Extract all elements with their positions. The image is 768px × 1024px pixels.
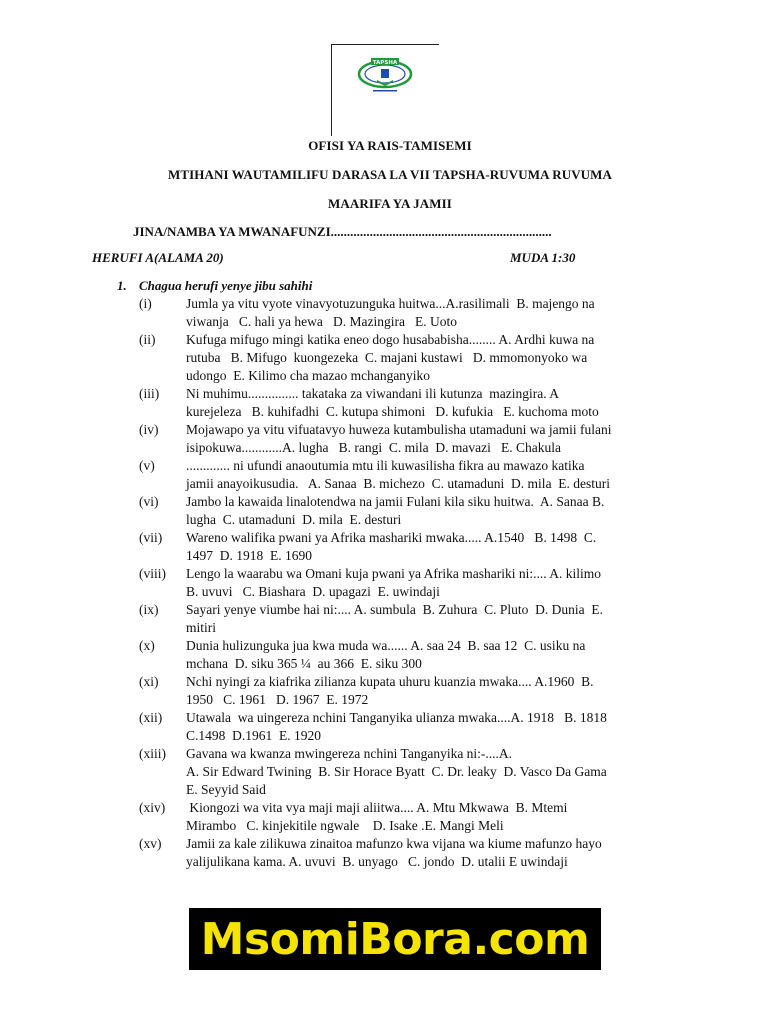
question-text: [186, 565, 679, 601]
question-number: (iii): [139, 386, 160, 401]
question-item: [139, 331, 679, 385]
question-text: [186, 673, 679, 709]
question-text: [186, 799, 679, 835]
question-line: Gavana wa kwanza mwingereza nchini Tanganyika ni:-....A.: [186, 746, 513, 761]
question-number: (iv): [139, 422, 159, 437]
question-text: [186, 331, 679, 385]
question-item: [139, 835, 679, 871]
question-number: (viii): [139, 566, 166, 581]
question-line: Lengo la waarabu wa Omani kuja pwani ya Afrika mashariki ni:.... A. kilimo: [186, 566, 602, 581]
question-number: (xii): [139, 710, 163, 725]
question-item: [139, 601, 679, 637]
question-text: [186, 457, 679, 493]
question-text: [186, 601, 679, 637]
question-line: E. Seyyid Said: [186, 782, 266, 797]
question-text: [186, 385, 679, 421]
question-number: (v): [139, 458, 155, 473]
tapsha-logo: [357, 54, 413, 96]
question-line: Ni muhimu............... takataka za viwandani ili kutunza mazingira. A: [186, 386, 560, 401]
question-text: [186, 493, 679, 529]
question-item: [139, 565, 679, 601]
exam-title: MTIHANI WAUTAMILIFU DARASA LA VII TAPSHA-RUVUMA RUVUMA: [167, 167, 613, 182]
question-line: B. uvuvi C. Biashara D. upagazi E. uwindaji: [186, 584, 440, 599]
question-list: [139, 295, 679, 871]
instruction-text: Chagua herufi yenye jibu sahihi: [139, 278, 313, 293]
question-line: lugha C. utamaduni D. mila E. desturi: [186, 512, 402, 527]
question-item: [139, 637, 679, 673]
question-number: (xiv): [139, 800, 166, 815]
question-line: ............. ni ufundi anaoutumia mtu ili kuwasilisha fikra au mawazo katika: [186, 458, 585, 473]
question-item: [139, 457, 679, 493]
question-text: [186, 709, 679, 745]
logo-frame-left-rule: [331, 44, 332, 136]
question-number: (ix): [139, 602, 159, 617]
question-text: [186, 529, 679, 565]
question-line: kurejeleza B. kuhifadhi C. kutupa shimoni D. kufukia E. kuchoma moto: [186, 404, 599, 419]
question-line: viwanja C. hali ya hewa D. Mazingira E. Uoto: [186, 314, 458, 329]
question-item: [139, 421, 679, 457]
logo-frame-top-rule: [331, 44, 439, 45]
question-line: Nchi nyingi za kiafrika zilianza kupata uhuru kuanzia mwaka.... A.1960 B.: [186, 674, 594, 689]
question-line: A. Sir Edward Twining B. Sir Horace Byatt C. Dr. leaky D. Vasco Da Gama: [186, 764, 607, 779]
question-item: [139, 493, 679, 529]
question-number: (vii): [139, 530, 163, 545]
question-line: jamii anayoikusudia. A. Sanaa B. michezo C. utamaduni D. mila E. desturi: [186, 476, 611, 491]
logo-text: TAPSHA: [372, 60, 398, 66]
question-item: [139, 385, 679, 421]
question-line: Wareno walifika pwani ya Afrika mashariki mwaka..... A.1540 B. 1498 C.: [186, 530, 597, 545]
question-line: 1497 D. 1918 E. 1690: [186, 548, 312, 563]
question-line: Dunia hulizunguka jua kwa muda wa...... A. saa 24 B. saa 12 C. usiku na: [186, 638, 586, 653]
question-item: [139, 799, 679, 835]
question-number: (xi): [139, 674, 159, 689]
office-title: OFISI YA RAIS-TAMISEMI: [308, 138, 472, 153]
question-number: (xv): [139, 836, 162, 851]
question-line: yalijulikana kama. A. uvuvi B. unyago C. jondo D. utalii E uwindaji: [186, 854, 568, 869]
student-name-line: JINA/NAMBA YA MWANAFUNZI....................................................................: [133, 224, 552, 239]
question-line: Utawala wa uingereza nchini Tanganyika ulianza mwaka....A. 1918 B. 1818: [186, 710, 607, 725]
question-line: isipokuwa............A. lugha B. rangi C. mila D. mavazi E. Chakula: [186, 440, 561, 455]
time-label: MUDA 1:30: [510, 250, 576, 265]
section-label: HERUFI A(ALAMA 20): [92, 250, 224, 265]
question-text: [186, 295, 679, 331]
question-item: [139, 709, 679, 745]
question-line: Jambo la kawaida linalotendwa na jamii Fulani kila siku huitwa. A. Sanaa B.: [186, 494, 605, 509]
banner-text: MsomiBora.com: [200, 913, 590, 965]
question-line: Sayari yenye viumbe hai ni:.... A. sumbula B. Zuhura C. Pluto D. Dunia E.: [186, 602, 603, 617]
instruction-number: 1.: [117, 278, 127, 293]
question-line: Mirambo C. kinjekitile ngwale D. Isake .E. Mangi Meli: [186, 818, 504, 833]
question-line: mitiri: [186, 620, 216, 635]
question-item: [139, 673, 679, 709]
question-number: (ii): [139, 332, 156, 347]
question-line: Kufuga mifugo mingi katika eneo dogo husababisha........ A. Ardhi kuwa na: [186, 332, 595, 347]
question-item: [139, 745, 679, 799]
question-number: (vi): [139, 494, 159, 509]
subject-title: MAARIFA YA JAMII: [328, 196, 452, 211]
question-number: (i): [139, 296, 152, 311]
question-line: Jumla ya vitu vyote vinavyotuzunguka huitwa...A.rasilimali B. majengo na: [186, 296, 595, 311]
logo-frame: [331, 44, 439, 136]
question-line: udongo E. Kilimo cha mazao mchanganyiko: [186, 368, 431, 383]
question-number: (x): [139, 638, 155, 653]
question-item: [139, 295, 679, 331]
question-text: [186, 637, 679, 673]
question-text: [186, 835, 679, 871]
question-text: [186, 421, 679, 457]
question-line: 1950 C. 1961 D. 1967 E. 1972: [186, 692, 369, 707]
question-line: C.1498 D.1961 E. 1920: [186, 728, 321, 743]
question-text: [186, 745, 679, 799]
msomibora-banner: [189, 908, 601, 970]
question-number: (xiii): [139, 746, 166, 761]
question-item: [139, 529, 679, 565]
instruction: [117, 278, 312, 294]
question-line: Mojawapo ya vitu vifuatavyo huweza kutambulisha utamaduni wa jamii fulani: [186, 422, 612, 437]
question-line: Jamii za kale zilikuwa zinaitoa mafunzo kwa vijana wa kiume mafunzo hayo: [186, 836, 602, 851]
question-line: rutuba B. Mifugo kuongezeka C. majani kustawi D. mmomonyoko wa: [186, 350, 588, 365]
question-line: Kiongozi wa vita vya maji maji aliitwa.... A. Mtu Mkwawa B. Mtemi: [186, 800, 568, 815]
question-line: mchana D. siku 365 ¼ au 366 E. siku 300: [186, 656, 422, 671]
